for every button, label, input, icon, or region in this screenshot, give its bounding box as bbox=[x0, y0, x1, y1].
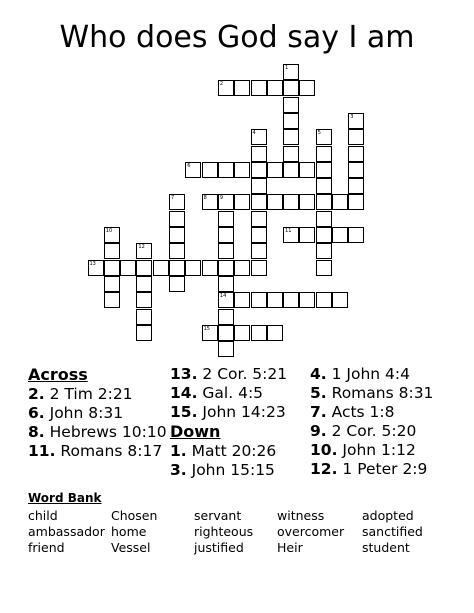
clue-text: Acts 1:8 bbox=[331, 403, 395, 421]
crossword-cell[interactable] bbox=[234, 162, 250, 178]
crossword-cell[interactable] bbox=[218, 243, 234, 259]
cell-number: 13 bbox=[89, 260, 96, 267]
clue-item bbox=[170, 461, 287, 480]
crossword-cell[interactable] bbox=[316, 146, 332, 162]
clue-number: 12. bbox=[310, 460, 338, 478]
clue-column-3 bbox=[310, 365, 433, 479]
crossword-cell[interactable] bbox=[136, 292, 152, 308]
clue-item bbox=[310, 384, 433, 403]
clue-number: 3. bbox=[170, 461, 187, 479]
page-title: Who does God say I am bbox=[59, 20, 415, 55]
clue-item bbox=[28, 423, 168, 442]
word-bank-word: sanctified bbox=[362, 524, 423, 539]
crossword-cell[interactable] bbox=[136, 243, 152, 259]
crossword-cell[interactable] bbox=[218, 194, 234, 210]
crossword-cell[interactable] bbox=[348, 113, 364, 129]
crossword-cell[interactable] bbox=[316, 129, 332, 145]
crossword-cell[interactable] bbox=[153, 260, 169, 276]
clue-number: 5. bbox=[310, 384, 327, 402]
crossword-cell[interactable] bbox=[283, 146, 299, 162]
clue-item bbox=[28, 385, 168, 404]
crossword-cell[interactable] bbox=[234, 80, 250, 96]
crossword-cell[interactable] bbox=[267, 325, 283, 341]
crossword-cell[interactable] bbox=[283, 97, 299, 113]
crossword-cell[interactable] bbox=[348, 227, 364, 243]
crossword-cell[interactable] bbox=[202, 194, 218, 210]
crossword-cell[interactable] bbox=[299, 80, 315, 96]
crossword-cell[interactable] bbox=[348, 146, 364, 162]
clue-number: 2. bbox=[28, 385, 45, 403]
clue-item bbox=[170, 442, 287, 461]
word-bank-title: Word Bank bbox=[28, 491, 102, 505]
crossword-cell[interactable] bbox=[299, 292, 315, 308]
crossword-cell[interactable] bbox=[169, 227, 185, 243]
clue-number: 6. bbox=[28, 404, 45, 422]
crossword-cell[interactable] bbox=[283, 80, 299, 96]
clue-number: 9. bbox=[310, 422, 327, 440]
crossword-cell[interactable] bbox=[251, 178, 267, 194]
down-heading: Down bbox=[170, 422, 221, 441]
clue-item bbox=[170, 365, 287, 384]
clue-text: John 1:12 bbox=[342, 441, 416, 459]
clue-item bbox=[170, 403, 287, 422]
crossword-cell[interactable] bbox=[332, 194, 348, 210]
cell-number: 5 bbox=[317, 130, 321, 137]
crossword-cell[interactable] bbox=[234, 325, 250, 341]
crossword-cell[interactable] bbox=[104, 260, 120, 276]
crossword-cell[interactable] bbox=[218, 260, 234, 276]
cell-number: 15 bbox=[203, 325, 210, 332]
cell-number: 10 bbox=[105, 228, 113, 234]
crossword-cell[interactable] bbox=[283, 292, 299, 308]
clue-item bbox=[310, 441, 433, 460]
crossword-cell[interactable] bbox=[169, 211, 185, 227]
clue-text: John 15:15 bbox=[191, 461, 275, 479]
clue-number: 14. bbox=[170, 384, 198, 402]
clue-text: 1 Peter 2:9 bbox=[342, 460, 428, 478]
clue-item bbox=[310, 422, 433, 441]
crossword-cell[interactable] bbox=[348, 129, 364, 145]
crossword-cell[interactable] bbox=[251, 162, 267, 178]
crossword-cell[interactable] bbox=[218, 211, 234, 227]
word-bank-word: justified bbox=[194, 540, 244, 555]
crossword-cell[interactable] bbox=[299, 227, 315, 243]
crossword-cell[interactable] bbox=[316, 243, 332, 259]
crossword-cell[interactable] bbox=[136, 276, 152, 292]
clue-column-1 bbox=[28, 365, 168, 461]
cell-number: 12 bbox=[138, 244, 145, 251]
clue-text: Matt 20:26 bbox=[191, 442, 277, 460]
clue-text: 2 Cor. 5:20 bbox=[331, 422, 417, 440]
clue-text: John 8:31 bbox=[49, 404, 124, 422]
cell-number: 11 bbox=[285, 228, 292, 234]
clue-text: Gal. 4:5 bbox=[202, 384, 264, 402]
clue-text: 2 Cor. 5:21 bbox=[202, 365, 288, 383]
crossword-cell[interactable] bbox=[251, 129, 267, 145]
clue-text: John 14:23 bbox=[202, 403, 286, 421]
crossword-cell[interactable] bbox=[234, 194, 250, 210]
cell-number: 6 bbox=[187, 162, 191, 169]
clue-number: 8. bbox=[28, 423, 45, 441]
crossword-cell[interactable] bbox=[316, 194, 332, 210]
crossword-cell[interactable] bbox=[316, 162, 332, 178]
crossword-cell[interactable] bbox=[218, 227, 234, 243]
crossword-cell[interactable] bbox=[316, 178, 332, 194]
word-bank-word: adopted bbox=[362, 508, 414, 523]
crossword-cell[interactable] bbox=[283, 194, 299, 210]
crossword-cell[interactable] bbox=[332, 292, 348, 308]
crossword-cell[interactable] bbox=[267, 162, 283, 178]
crossword-cell[interactable] bbox=[202, 162, 218, 178]
crossword-cell[interactable] bbox=[251, 211, 267, 227]
clue-number: 10. bbox=[310, 441, 338, 459]
clue-text: Hebrews 10:10 bbox=[49, 423, 167, 441]
crossword-cell[interactable] bbox=[136, 260, 152, 276]
crossword-cell[interactable] bbox=[218, 325, 234, 341]
crossword-cell[interactable] bbox=[218, 309, 234, 325]
word-bank-word: righteous bbox=[194, 524, 254, 539]
word-bank-word: ambassador bbox=[28, 524, 105, 539]
crossword-cell[interactable] bbox=[348, 162, 364, 178]
clue-item bbox=[310, 403, 433, 422]
clue-item bbox=[28, 404, 168, 423]
clue-number: 11. bbox=[28, 442, 56, 460]
crossword-cell[interactable] bbox=[88, 260, 104, 276]
crossword-cell[interactable] bbox=[267, 194, 283, 210]
crossword-cell[interactable] bbox=[120, 260, 136, 276]
word-bank-word: Vessel bbox=[111, 540, 151, 555]
word-bank-word: Heir bbox=[277, 540, 303, 555]
crossword-cell[interactable] bbox=[218, 276, 234, 292]
crossword-cell[interactable] bbox=[299, 162, 315, 178]
word-bank-word: overcomer bbox=[277, 524, 345, 539]
crossword-cell[interactable] bbox=[169, 260, 185, 276]
clue-item bbox=[28, 442, 168, 461]
crossword-cell[interactable] bbox=[299, 194, 315, 210]
crossword-cell[interactable] bbox=[185, 162, 201, 178]
cell-number: 8 bbox=[203, 195, 207, 202]
crossword-cell[interactable] bbox=[251, 194, 267, 210]
clue-text: Romans 8:31 bbox=[331, 384, 434, 402]
clue-item bbox=[310, 460, 433, 479]
crossword-cell[interactable] bbox=[202, 260, 218, 276]
crossword-cell[interactable] bbox=[316, 211, 332, 227]
cell-number: 1 bbox=[285, 65, 289, 71]
crossword-cell[interactable] bbox=[283, 113, 299, 129]
word-bank-word: home bbox=[111, 524, 147, 539]
word-bank-word: friend bbox=[28, 540, 65, 555]
crossword-cell[interactable] bbox=[267, 292, 283, 308]
clue-column-2 bbox=[170, 365, 287, 480]
cell-number: 7 bbox=[171, 195, 175, 202]
crossword-cell[interactable] bbox=[251, 80, 267, 96]
clue-item bbox=[310, 365, 433, 384]
clue-number: 15. bbox=[170, 403, 198, 421]
word-bank-word: servant bbox=[194, 508, 242, 523]
crossword-cell[interactable] bbox=[169, 243, 185, 259]
crossword-cell[interactable] bbox=[169, 194, 185, 210]
crossword-cell[interactable] bbox=[234, 260, 250, 276]
crossword-cell[interactable] bbox=[251, 227, 267, 243]
cell-number: 3 bbox=[350, 113, 354, 120]
crossword-cell[interactable] bbox=[218, 80, 234, 96]
clue-text: 1 John 4:4 bbox=[331, 365, 410, 383]
clue-number: 7. bbox=[310, 403, 327, 421]
clue-number: 13. bbox=[170, 365, 198, 383]
crossword-cell[interactable] bbox=[283, 64, 299, 80]
crossword-cell[interactable] bbox=[218, 292, 234, 308]
crossword-cell[interactable] bbox=[218, 341, 234, 357]
crossword-cell[interactable] bbox=[104, 227, 120, 243]
crossword-cell[interactable] bbox=[251, 325, 267, 341]
clue-number: 1. bbox=[170, 442, 187, 460]
crossword-cell[interactable] bbox=[348, 194, 364, 210]
crossword-cell[interactable] bbox=[104, 276, 120, 292]
word-bank-word: child bbox=[28, 508, 58, 523]
word-bank-word: witness bbox=[277, 508, 325, 523]
clue-item bbox=[170, 384, 287, 403]
word-bank-word: student bbox=[362, 540, 410, 555]
crossword-cell[interactable] bbox=[185, 260, 201, 276]
crossword-cell[interactable] bbox=[283, 227, 299, 243]
crossword-cell[interactable] bbox=[104, 292, 120, 308]
crossword-cell[interactable] bbox=[267, 80, 283, 96]
crossword-cell[interactable] bbox=[316, 292, 332, 308]
crossword-cell[interactable] bbox=[136, 325, 152, 341]
crossword-cell[interactable] bbox=[316, 260, 332, 276]
word-bank-word: Chosen bbox=[111, 508, 158, 523]
crossword-cell[interactable] bbox=[251, 146, 267, 162]
crossword-cell[interactable] bbox=[169, 276, 185, 292]
crossword-cell[interactable] bbox=[251, 260, 267, 276]
cell-number: 9 bbox=[219, 195, 224, 202]
crossword-cell[interactable] bbox=[332, 227, 348, 243]
clue-text: Romans 8:17 bbox=[60, 442, 163, 460]
across-heading: Across bbox=[28, 365, 88, 384]
crossword-cell[interactable] bbox=[316, 227, 332, 243]
crossword-cell[interactable] bbox=[251, 292, 267, 308]
cell-number: 2 bbox=[219, 81, 224, 88]
crossword-cell[interactable] bbox=[251, 243, 267, 259]
crossword-cell[interactable] bbox=[202, 325, 218, 341]
cell-number: 4 bbox=[252, 130, 256, 137]
cell-number: 14 bbox=[219, 293, 227, 300]
clue-number: 4. bbox=[310, 365, 327, 383]
clue-text: 2 Tim 2:21 bbox=[49, 385, 133, 403]
crossword-cell[interactable] bbox=[234, 292, 250, 308]
crossword-cell[interactable] bbox=[348, 178, 364, 194]
crossword-cell[interactable] bbox=[104, 243, 120, 259]
crossword-cell[interactable] bbox=[136, 309, 152, 325]
crossword-cell[interactable] bbox=[283, 129, 299, 145]
crossword-cell[interactable] bbox=[218, 162, 234, 178]
crossword-cell[interactable] bbox=[283, 162, 299, 178]
